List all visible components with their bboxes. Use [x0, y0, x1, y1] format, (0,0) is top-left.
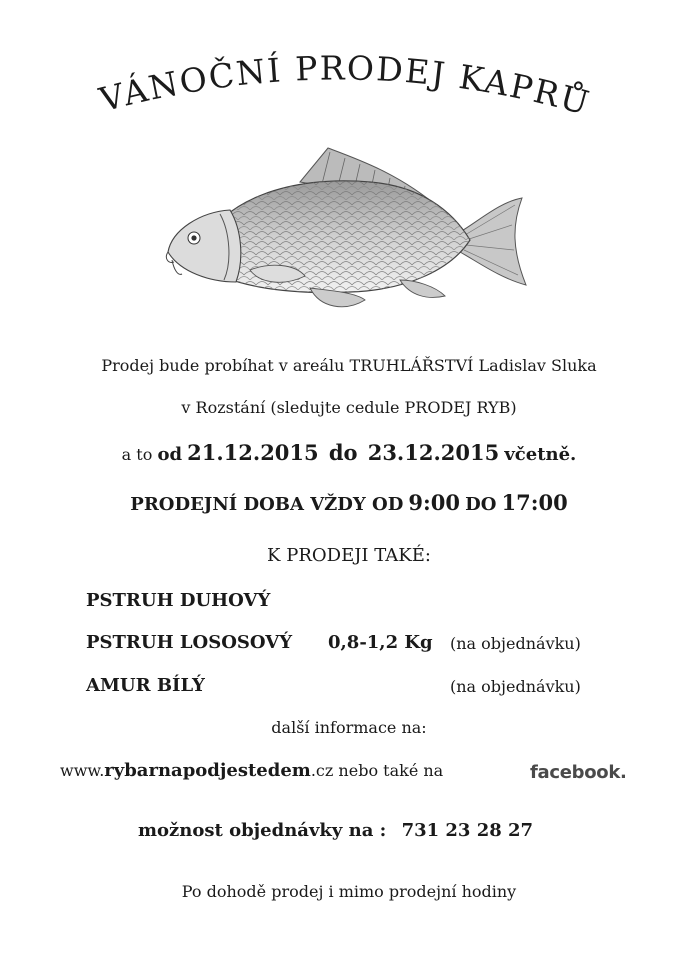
- dates-suffix: včetně.: [504, 444, 577, 465]
- also-heading: K PRODEJI TAKÉ:: [267, 545, 431, 566]
- dates-prefix: a to: [121, 445, 153, 464]
- intro-line-2: v Rozstání (sledujte cedule PRODEJ RYB): [181, 398, 517, 417]
- product-3-note: (na objednávku): [450, 677, 581, 696]
- hours-from: 9:00: [408, 490, 460, 515]
- carp-fish-illustration: [160, 140, 530, 315]
- poster-title: [0, 42, 698, 122]
- website-domain: rybarnapodjestedem: [104, 760, 311, 781]
- dates-from: 21.12.2015: [187, 440, 319, 465]
- dates-from-word: od: [157, 444, 183, 465]
- product-2-name: PSTRUH LOSOSOVÝ: [86, 632, 293, 653]
- product-3-name: AMUR BÍLÝ: [86, 675, 205, 696]
- order-phone: 731 23 28 27: [401, 820, 534, 841]
- website-connector: nebo také na: [338, 761, 444, 780]
- opening-hours: [0, 490, 698, 515]
- svg-text:VÁNOČNÍ PRODEJ KAPRŮ: [95, 48, 595, 122]
- product-2-weight: 0,8-1,2 Kg: [328, 632, 433, 653]
- intro-line-1: Prodej bude probíhat v areálu TRUHLÁŘSTVÍ Ladislav Sluka: [101, 356, 597, 375]
- product-1-name: PSTRUH DUHOVÝ: [86, 590, 271, 611]
- facebook-logo[interactable]: [530, 762, 627, 783]
- facebook-dot: .: [620, 762, 627, 783]
- dates-to-word: do: [328, 440, 358, 465]
- website-suffix: .cz: [310, 761, 334, 780]
- order-label: možnost objednávky na :: [138, 820, 387, 841]
- title-text: VÁNOČNÍ PRODEJ KAPRŮ: [95, 48, 595, 122]
- title-arc: [0, 42, 698, 122]
- sale-dates: [0, 440, 698, 465]
- dates-to: 23.12.2015: [367, 440, 500, 465]
- order-line: [138, 820, 533, 841]
- product-2-note: (na objednávku): [450, 634, 581, 653]
- website-line: [60, 760, 443, 781]
- facebook-wordmark: facebook: [530, 762, 621, 783]
- hours-to-word: DO: [465, 494, 497, 515]
- more-info-label: další informace na:: [271, 718, 427, 737]
- footer-note: Po dohodě prodej i mimo prodejní hodiny: [181, 882, 517, 901]
- hours-label: PRODEJNÍ DOBA VŽDY OD: [130, 494, 404, 515]
- website-prefix: www.: [60, 761, 105, 780]
- hours-to: 17:00: [501, 490, 568, 515]
